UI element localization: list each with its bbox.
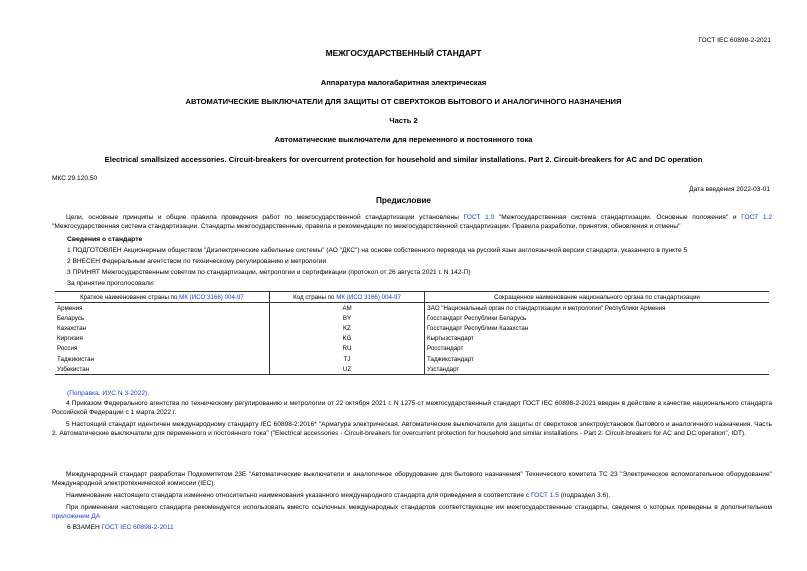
gost-1-0-link[interactable]: ГОСТ 1.0 <box>463 214 495 221</box>
country-cell: Таджикистан <box>57 355 95 363</box>
mk-link[interactable]: МК (ИСО 3166) 004-97 <box>336 293 401 301</box>
body-cell: Кыргызстандарт <box>425 334 770 344</box>
name-change-paragraph <box>52 491 772 500</box>
paragraph-text: 6 ВЗАМЕН <box>67 524 102 531</box>
paragraph-text: "Межгосударственная система стандартизации. Стандарты межгосударственные, правила и рекомендации по межгосударственной стандартизации. Правила разработки, принятия, обновления и отмены" <box>52 223 681 231</box>
appendix-da-link[interactable]: приложении ДА <box>52 513 101 521</box>
country-cell: Россия <box>57 345 78 353</box>
replaced-standard-link[interactable]: ГОСТ IEC 60898-2-2011 <box>101 524 174 531</box>
item-4-paragraph: 4 Приказом Федерального агентства по техническому регулированию и метрологии от 22 октября 2021 г. N 1275-ст межгосударственный стандарт ГОСТ IEC 60898-2-2021 введен в действие в качестве национального стандарта Российской Федерации с 1 марта 2022 г. <box>52 400 772 417</box>
voted-label: За принятие проголосовали: <box>67 280 155 287</box>
document-code: ГОСТ IEC 60898-2-2021 <box>698 37 771 44</box>
table-row <box>55 354 769 364</box>
gost-1-2-link[interactable]: ГОСТ 1.2 <box>741 214 772 221</box>
mks-code: МКС 29.120.50 <box>52 175 98 182</box>
foreword-paragraph <box>52 213 772 232</box>
code-cell: BY <box>270 313 425 323</box>
paragraph-text: Цели, основные принципы и общие правила проведения работ по межгосударственной стандартизации установлены <box>66 214 464 221</box>
info-heading: Сведения о стандарте <box>67 236 143 243</box>
code-cell: TJ <box>270 354 425 364</box>
code-cell: KG <box>270 334 425 344</box>
table-row <box>55 323 769 333</box>
info-item-1: 1 ПОДГОТОВЛЕН Акционерным обществом "Диэлектрические кабельные системы" (АО "ДКС") на основе собственного перевода на русский язык англоязычной версии стандарта, указанного в пункте 5 <box>67 247 688 254</box>
table-row <box>55 364 769 375</box>
part-label: Часть 2 <box>389 116 418 125</box>
body-cell: Госстандарт Республики Казахстан <box>425 323 770 333</box>
header-text: Краткое наименование страны по <box>80 293 180 301</box>
body-cell: Росстандарт <box>425 344 770 354</box>
code-cell: RU <box>270 344 425 354</box>
code-cell: KZ <box>270 323 425 333</box>
introduction-date: Дата введения 2022-03-01 <box>689 186 770 193</box>
table-row <box>55 313 769 323</box>
paragraph-text: (подраздел 3.6). <box>558 492 611 499</box>
country-cell: Киргизия <box>57 335 83 343</box>
standard-type-heading: МЕЖГОСУДАРСТВЕННЫЙ СТАНДАРТ <box>325 48 482 58</box>
item-5-paragraph: 5 Настоящий стандарт идентичен международному стандарту IEC 60898-2:2016* "Арматура электрическая. Автоматические выключатели для защиты от сверхтоков электроустановок бытового и аналогичного назначения. Часть 2. Автоматические выключатели для переменного и постоянного тока" ("Electrical accessories - Circuit-breakers for overcurrent protection for household and similar installations - Part 2: Circuit-breakers for AC and DC operation", IDT). <box>52 421 772 438</box>
header-body: Сокращенное наименование национального органа по стандартизации <box>425 292 770 303</box>
mk-link[interactable]: МК (ИСО 3166) 004-97 <box>179 293 244 301</box>
country-cell: Беларусь <box>57 314 85 322</box>
body-cell: Таджикстандарт <box>425 354 770 364</box>
info-item-2: 2 ВНЕСЕН Федеральным агентством по техническому регулированию и метрологии <box>67 258 327 265</box>
header-text: Код страны по <box>293 293 337 301</box>
country-cell: Узбекистан <box>55 364 270 375</box>
foreword-title: Предисловие <box>376 196 431 205</box>
body-cell: Госстандарт Республики Беларусь <box>425 313 770 323</box>
country-cell: Казахстан <box>57 324 86 332</box>
table-header-row <box>55 292 769 303</box>
references-paragraph <box>52 503 772 522</box>
info-item-3: 3 ПРИНЯТ Межгосударственным советом по стандартизации, метрологии и сертификации (протокол от 26 августа 2021 г. N 142-П) <box>67 269 471 276</box>
table-row <box>55 303 769 314</box>
international-standard-paragraph: Международный стандарт разработан Подкомитетом 23E "Автоматические выключатели и аналогичное оборудование для бытового назначения" Технического комитета ТС 23 "Электрическое вспомогательное оборудование" Международной электротехнической комиссии (IEC). <box>52 471 772 488</box>
country-cell: Армения <box>57 304 83 312</box>
header-code <box>270 292 425 303</box>
table-row <box>55 344 769 354</box>
english-title: Electrical smallsized accessories. Circuit-breakers for overcurrent protection for household and similar installations. Part 2. Circuit-breakers for AC and DC operation <box>104 155 703 164</box>
gost-1-5-link[interactable]: ГОСТ 1.5 <box>531 492 559 499</box>
paragraph-text: При применении настоящего стандарта рекомендуется использовать вместо ссылочных международных стандартов соответствующие им межгосударственные стандарты, сведения о которых приведены в дополнительном <box>66 504 772 511</box>
subtitle: Аппаратура малогабаритная электрическая <box>320 78 487 87</box>
table-row <box>55 334 769 344</box>
code-cell: UZ <box>270 364 425 375</box>
part-title: Автоматические выключатели для переменного и постоянного тока <box>274 135 533 144</box>
item-6-paragraph <box>67 524 174 532</box>
code-cell: AM <box>270 303 425 314</box>
document-title: АВТОМАТИЧЕСКИЕ ВЫКЛЮЧАТЕЛИ ДЛЯ ЗАЩИТЫ ОТ СВЕРХТОКОВ БЫТОВОГО И АНАЛОГИЧНОГО НАЗНАЧЕНИЯ <box>185 97 622 106</box>
body-cell: ЗАО "Национальный орган по стандартизации и метрологии" Республики Армения <box>425 303 770 314</box>
body-cell: Узстандарт <box>425 364 770 375</box>
paragraph-text: Наименование настоящего стандарта изменено относительно наименования указанного международного стандарта для приведения в соответствие с <box>66 492 531 499</box>
states-table <box>55 291 769 375</box>
header-country <box>55 292 270 303</box>
amendment-link[interactable]: (Поправка. ИУС N 3-2022). <box>67 390 150 397</box>
paragraph-text: "Межгосударственная система стандартизации. Основные положения" и <box>494 214 742 221</box>
